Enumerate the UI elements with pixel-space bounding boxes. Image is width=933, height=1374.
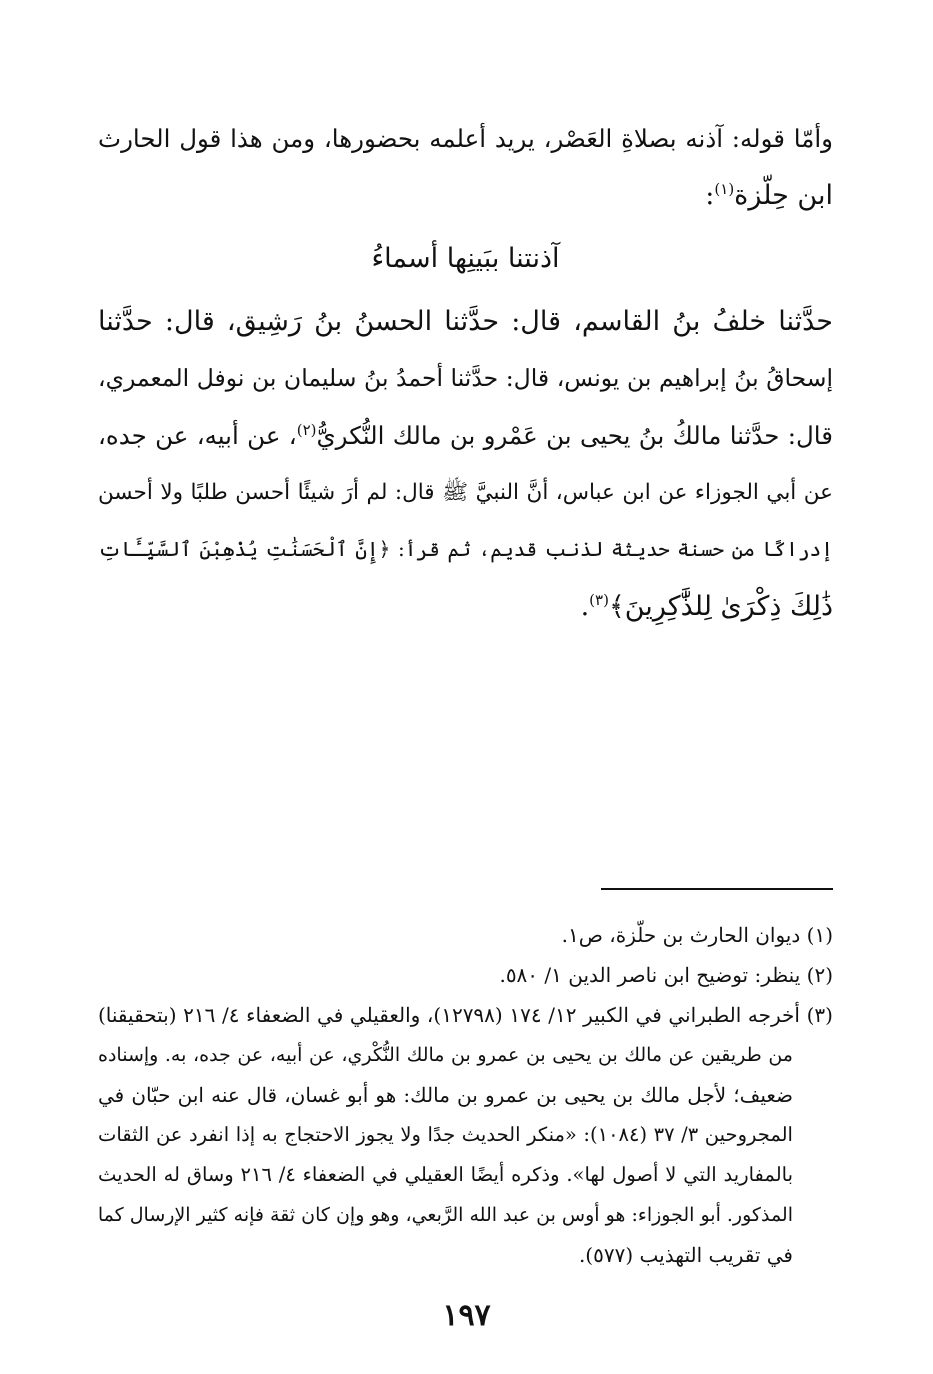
text-span: . xyxy=(580,591,590,622)
footnote-3-line: المجروحين ٣/ ٣٧ (١٠٨٤): «منكر الحديث جدًا ولا يجوز الاحتجاج به إذا انفرد عن الثقات xyxy=(98,1123,793,1146)
footnote-marker: (٣) xyxy=(589,591,609,609)
footnote-3-line: في تقريب التهذيب (٥٧٧). xyxy=(578,1243,793,1267)
text-line: عن أبي الجوزاء عن ابن عباس، أنَّ النبيَّ ﷺ قال: لم أرَ شيئًا أحسن طلبًا ولا أحسن xyxy=(98,480,833,505)
footnote-3-line: ضعيف؛ لأجل مالك بن يحيى بن عمرو بن مالك: هو أبو غسان، قال عنه ابن حبّان في xyxy=(98,1083,793,1107)
footnote-3-line: من طريقين عن مالك بن يحيى بن عمرو بن مالك النُّكْري، عن أبيه، عن جده، به. وإسناده xyxy=(98,1044,793,1066)
text-span: : xyxy=(705,180,715,211)
text-span: ، عن أبيه، عن جده، xyxy=(98,421,297,450)
text-line xyxy=(98,167,833,224)
paragraph-2 xyxy=(98,293,833,635)
paragraph-1 xyxy=(98,110,833,224)
text-line: إدراكًا من حسنة حديثة لذنب قديم، ثم قرأ: ﴿إِنَّ ٱلْحَسَنَٰتِ يُذْهِبْنَ ٱلسَّيِّـَٔاتِ xyxy=(98,537,833,561)
footnote-marker: (٢) xyxy=(296,420,317,439)
footnote-3-line: بالمفاريد التي لا أصول لها». وذكره أيضًا العقيلي في الضعفاء ٤/ ٢١٦ وساق له الحديث xyxy=(98,1163,794,1186)
footnote-3-line: المذكور. أبو الجوزاء: هو أوس بن عبد الله الرَّبعي، وهو وإن كان ثقة فإنه كثير الإرسال كما xyxy=(98,1204,793,1226)
text-line: وأمّا قوله: آذنه بصلاةِ العَصْر، يريد أعلمه بحضورها، ومن هذا قول الحارث xyxy=(98,124,833,153)
text-span: قال: حدَّثنا مالكُ بنُ يحيى بن عَمْرو بن مالك النُّكريُّ xyxy=(316,421,833,450)
footnote-2: (٢) ينظر: توضيح ابن ناصر الدين ١/ ٥٨٠. xyxy=(499,963,833,987)
text-line: حدَّثنا خلفُ بنُ القاسم، قال: حدَّثنا الحسنُ بنُ رَشِيق، قال: حدَّثنا xyxy=(98,306,833,337)
footnote-1: (١) ديوان الحارث بن حلّزة، ص١. xyxy=(561,923,833,947)
main-text xyxy=(98,110,833,635)
poetry-verse: آذنتنا ببَينِها أسماءُ xyxy=(371,243,560,274)
text-line: إسحاقُ بنُ إبراهيم بن يونس، قال: حدَّثنا أحمدُ بنُ سليمان بن نوفل المعمري، xyxy=(98,364,833,392)
footnotes xyxy=(98,915,833,1275)
footnote-3-line: (٣) أخرجه الطبراني في الكبير ١٢/ ١٧٤ (١٢٧٩٨)، والعقيلي في الضعفاء ٤/ ٢١٦ (بتحقيقنا) xyxy=(98,1003,833,1027)
text-span: ابن حِلّزة xyxy=(734,180,833,211)
page-number: ١٩٧ xyxy=(442,1298,491,1333)
footnote-separator xyxy=(601,888,833,890)
text-line xyxy=(98,407,833,464)
footnote-marker: (١) xyxy=(714,180,735,198)
text-line xyxy=(98,578,833,635)
quran-quote: ذَٰلِكَ ذِكْرَىٰ لِلذَّٰكِرِينَ﴾ xyxy=(608,591,833,622)
